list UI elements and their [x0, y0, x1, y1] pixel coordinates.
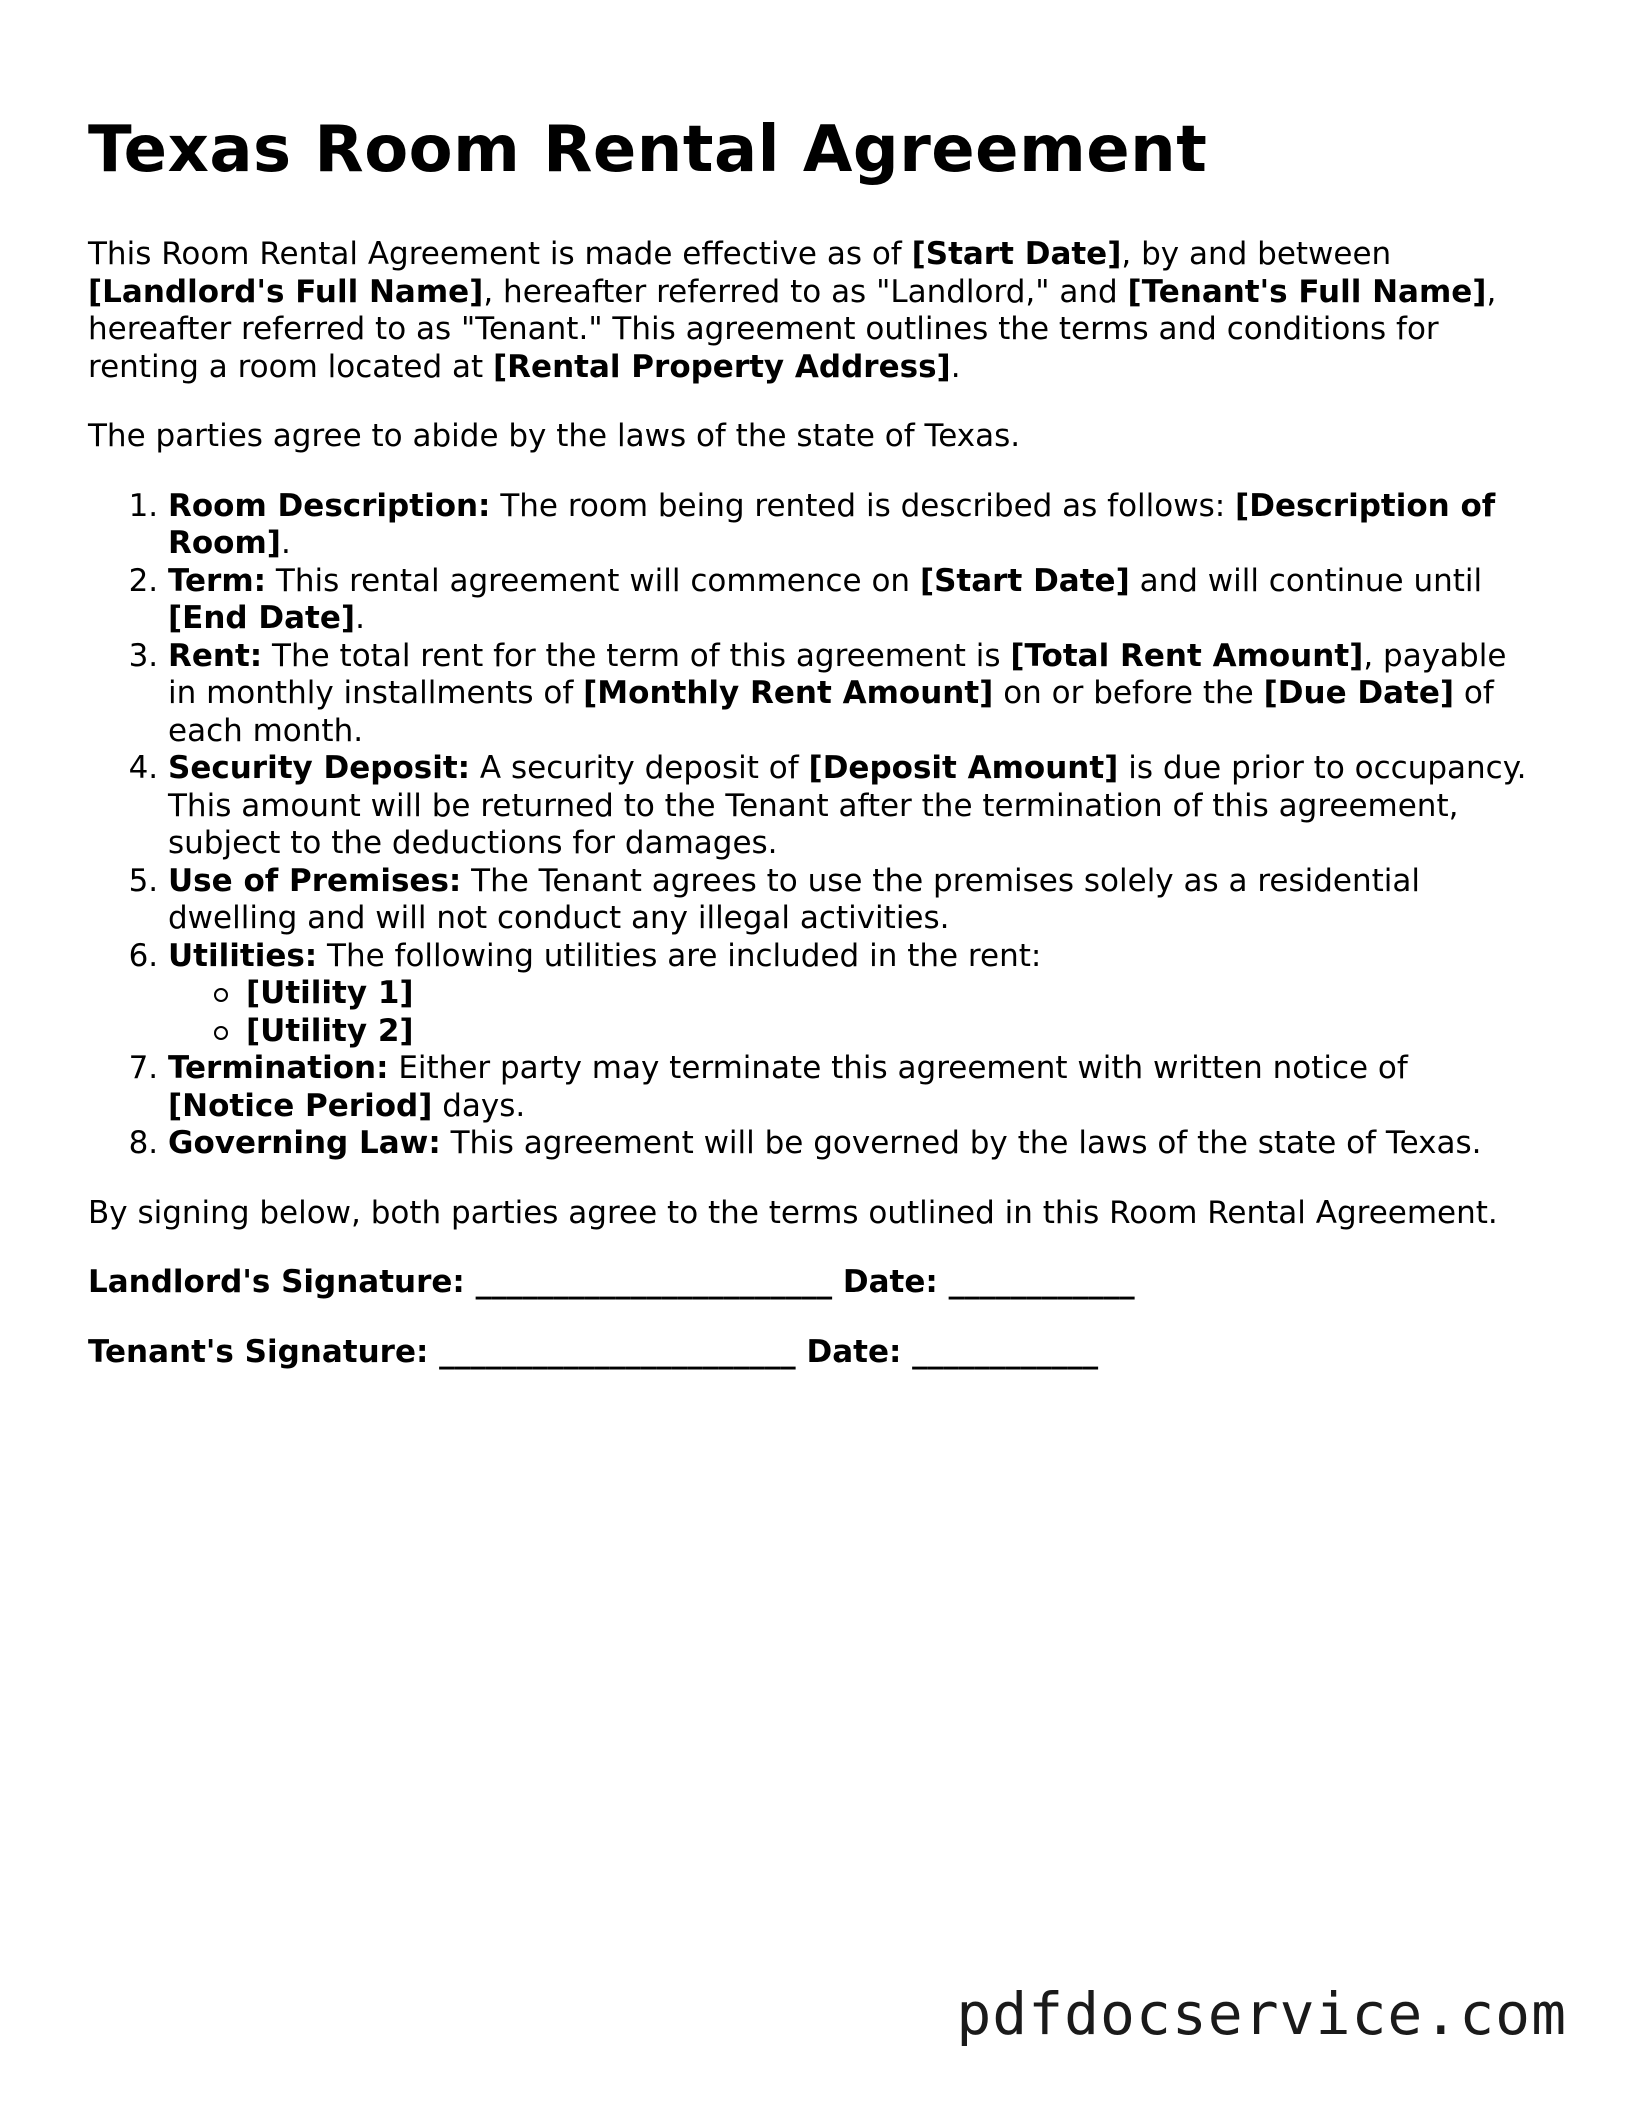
terms-list — [88, 488, 1538, 1163]
laws-statement: The parties agree to abide by the laws of the state of Texas. — [88, 418, 1021, 454]
document-title: Texas Room Rental Agreement — [88, 113, 1208, 187]
term-use-of-premises: 5. Use of Premises: The Tenant agrees to use the premises solely as a residential dwelling and will not conduct any illegal activities. — [168, 863, 1538, 938]
circle-bullet-icon — [214, 1026, 228, 1040]
term-security-deposit: 4. Security Deposit: A security deposit of [Deposit Amount] is due prior to occupancy. This amount will be returned to the Tenant after the termination of this agreement, subject to the deductions for damages. — [168, 750, 1538, 863]
tenant-name-placeholder: [Tenant's Full Name] — [1127, 273, 1487, 310]
list-item: [Utility 2] — [210, 1013, 1538, 1051]
landlord-name-placeholder: [Landlord's Full Name] — [88, 273, 484, 310]
term-rent: 3. Rent: The total rent for the term of this agreement is [Total Rent Amount], payable in monthly installments of [Monthly Rent Amount] on or before the [Due Date] of each month. — [168, 638, 1538, 751]
footer-watermark: pdfdocservice.com — [956, 1980, 1567, 2048]
intro-paragraph: This Room Rental Agreement is made effective as of [Start Date], by and between [Landlord's Full Name], hereafter referred to as "Landlord," and [Tenant's Full Name], hereafter referred to as "Tenant." This agreement outlines the terms and conditions for renting a room located at [Rental Property Address]. — [88, 236, 1497, 385]
tenant-signature-line: Tenant's Signature: _______________________ Date: ____________ — [88, 1333, 1099, 1370]
term-room-description: 1. Room Description: The room being rented is described as follows: [Description of Room]. — [168, 488, 1538, 563]
circle-bullet-icon — [214, 988, 228, 1002]
term-utilities: 6. Utilities: The following utilities are included in the rent: [Utility 1] [Utility 2] — [168, 938, 1538, 1051]
term-governing-law: 8. Governing Law: This agreement will be governed by the laws of the state of Texas. — [168, 1125, 1538, 1163]
term-termination: 7. Termination: Either party may terminate this agreement with written notice of [Notice Period] days. — [168, 1050, 1538, 1125]
closing-statement: By signing below, both parties agree to the terms outlined in this Room Rental Agreement. — [88, 1194, 1498, 1231]
address-placeholder: [Rental Property Address] — [493, 348, 951, 385]
utilities-list — [168, 975, 1538, 1050]
term-term: 2. Term: This rental agreement will commence on [Start Date] and will continue until [End Date]. — [168, 563, 1538, 638]
list-item: [Utility 1] — [210, 975, 1538, 1013]
start-date-placeholder: [Start Date] — [911, 236, 1122, 272]
landlord-signature-line: Landlord's Signature: _______________________ Date: ____________ — [88, 1264, 1135, 1300]
document-page — [88, 110, 1538, 1403]
